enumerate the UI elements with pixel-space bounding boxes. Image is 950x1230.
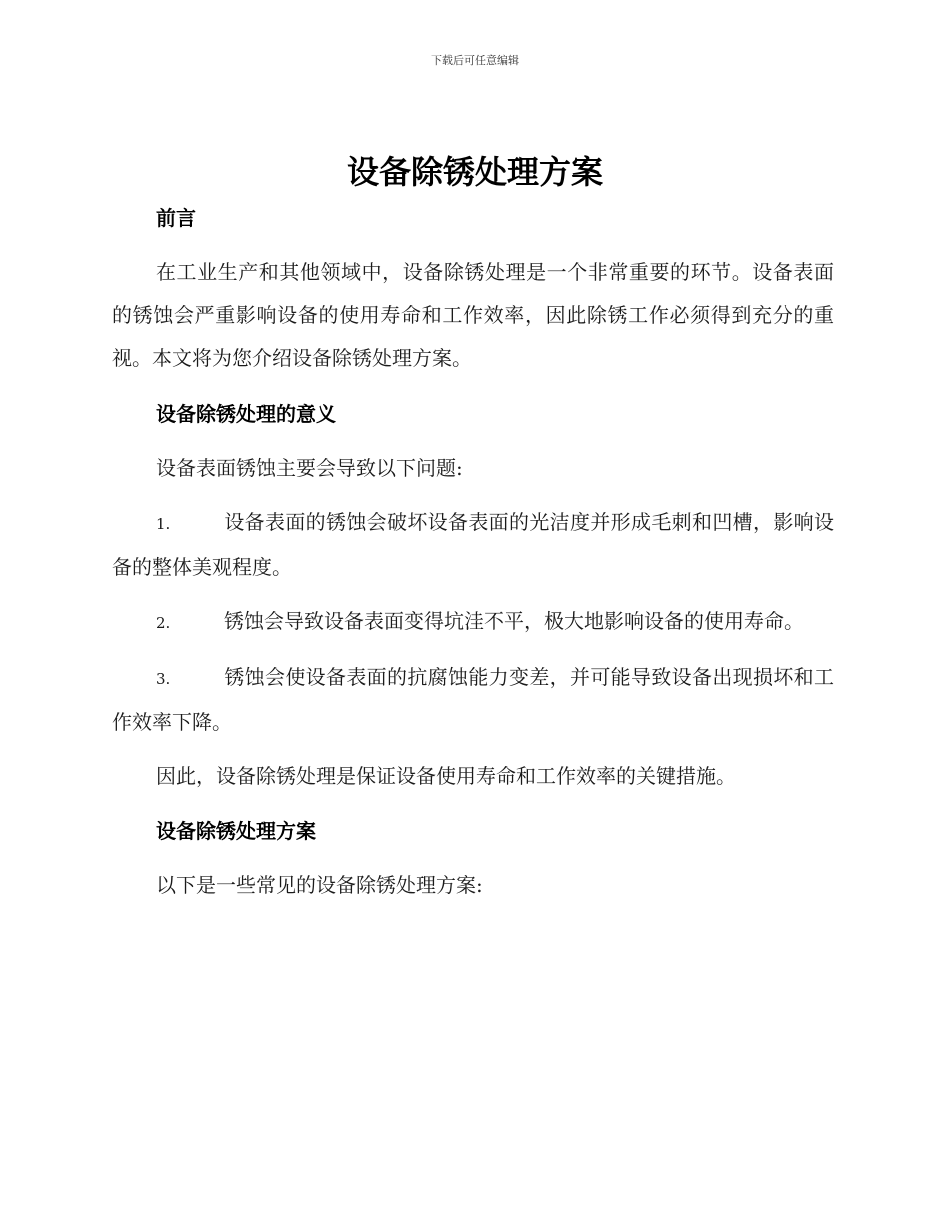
list-number: 1. [156,515,171,533]
list-item-1 [112,501,834,589]
list-item-3 [112,656,834,744]
significance-intro: 设备表面锈蚀主要会导致以下问题: [156,456,463,480]
preface-heading: 前言 [156,206,196,230]
list-item-text: 锈蚀会导致设备表面变得坑洼不平，极大地影响设备的使用寿命。 [224,609,804,633]
plan-heading: 设备除锈处理方案 [156,819,316,843]
significance-conclusion: 因此，设备除锈处理是保证设备使用寿命和工作效率的关键措施。 [156,764,736,788]
significance-heading: 设备除锈处理的意义 [156,402,336,426]
preface-paragraph: 在工业生产和其他领域中，设备除锈处理是一个非常重要的环节。设备表面的锈蚀会严重影响设备的使用寿命和工作效率，因此除锈工作必须得到充分的重视。本文将为您介绍设备除锈处理方案。 [112,260,834,370]
plan-intro: 以下是一些常见的设备除锈处理方案: [156,873,483,897]
document-title: 设备除锈处理方案 [346,153,603,191]
list-item-text: 设备表面的锈蚀会破坏设备表面的光洁度并形成毛刺和凹槽，影响设备的整体美观程度。 [112,510,834,579]
document-body [112,196,834,907]
page-header: 下载后可任意编辑 [431,54,519,67]
list-item-2 [112,600,834,645]
list-number: 3. [156,670,171,688]
list-item-text: 锈蚀会使设备表面的抗腐蚀能力变差，并可能导致设备出现损坏和工作效率下降。 [112,665,834,734]
list-number: 2. [156,614,171,632]
